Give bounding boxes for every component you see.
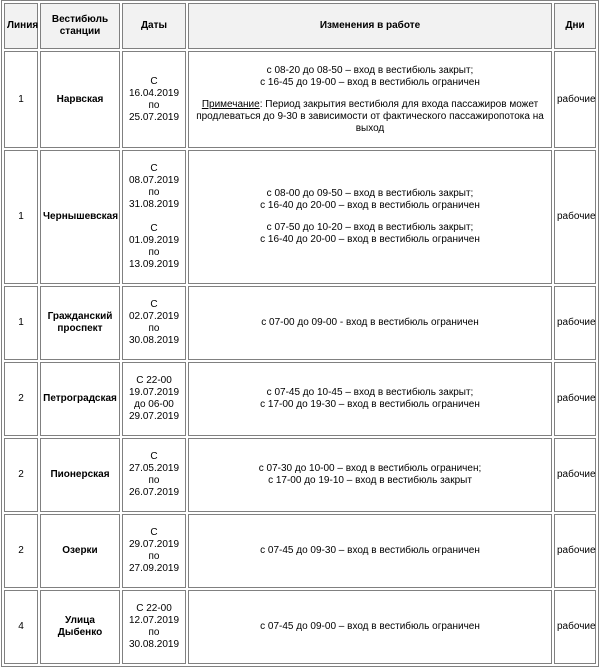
change-block [191, 621, 549, 633]
date-line: 16.04.2019 [128, 87, 180, 99]
station-cell: Нарвская [40, 51, 120, 148]
line-cell: 1 [4, 150, 38, 284]
date-line: 25.07.2019 [128, 111, 180, 123]
date-line: по [148, 323, 160, 334]
header-row [4, 3, 596, 49]
date-line: С [150, 223, 158, 234]
changes-cell [188, 51, 552, 148]
date-line: 13.09.2019 [128, 259, 180, 270]
days-cell: рабочие [554, 51, 596, 148]
note [191, 99, 549, 135]
dates-cell [122, 438, 186, 512]
table-row [4, 51, 596, 148]
date-line: 19.07.2019 [128, 387, 180, 398]
change-block [191, 545, 549, 557]
changes-cell [188, 150, 552, 284]
date-line: С [150, 527, 158, 538]
change-line: с 17-00 до 19-30 – вход в вестибюль ограничен [260, 399, 480, 410]
change-block [191, 317, 549, 329]
station-cell: Чернышевская [40, 150, 120, 284]
changes-cell [188, 514, 552, 588]
date-line: С 22-00 [136, 603, 172, 614]
schedule-table [1, 0, 599, 667]
date-line: 31.08.2019 [128, 199, 180, 210]
change-line: с 17-00 до 19-10 – вход в вестибюль закрыт [268, 475, 472, 486]
days-cell: рабочие [554, 362, 596, 436]
date-line: по [148, 187, 160, 198]
header-dates: Даты [122, 3, 186, 49]
line-cell: 1 [4, 286, 38, 360]
days-cell: рабочие [554, 514, 596, 588]
change-block [191, 188, 549, 212]
date-line: 29.07.2019 [128, 539, 180, 550]
table-row [4, 514, 596, 588]
line-cell: 1 [4, 51, 38, 148]
change-block [191, 387, 549, 411]
change-line: с 07-45 до 10-45 – вход в вестибюль закрыт; [266, 387, 474, 398]
change-block [191, 65, 549, 89]
date-line: 29.07.2019 [128, 411, 180, 422]
table-row [4, 150, 596, 284]
dates-cell [122, 590, 186, 664]
station-cell: Петроградская [40, 362, 120, 436]
changes-cell [188, 438, 552, 512]
dates-cell [122, 150, 186, 284]
days-cell: рабочие [554, 286, 596, 360]
dates-cell [122, 514, 186, 588]
date-line: 27.05.2019 [128, 463, 180, 474]
date-line: по [148, 247, 160, 258]
date-line: 02.07.2019 [128, 311, 180, 322]
date-line: 12.07.2019 [128, 615, 180, 626]
change-line: с 07-00 до 09-00 - вход в вестибюль ограничен [261, 317, 479, 328]
date-line: до 06-00 [134, 399, 174, 410]
change-line: с 07-50 до 10-20 – вход в вестибюль закрыт; [266, 222, 474, 233]
date-line: С [150, 451, 158, 462]
date-line: 30.08.2019 [128, 335, 180, 346]
table-row [4, 438, 596, 512]
station-cell: Озерки [40, 514, 120, 588]
date-line: 01.09.2019 [128, 235, 180, 246]
change-line: с 08-20 до 08-50 – вход в вестибюль закрыт; [266, 64, 474, 76]
table-row [4, 362, 596, 436]
note-text: : Период закрытия вестибюля для входа пассажиров может продлеваться до 9-30 в зависимости от фактического пассажиропотока на выход [196, 98, 544, 134]
table-row [4, 286, 596, 360]
change-block [191, 222, 549, 246]
station-cell: Улица Дыбенко [40, 590, 120, 664]
date-line: 27.09.2019 [128, 563, 180, 574]
change-line: с 07-30 до 10-00 – вход в вестибюль ограничен; [258, 463, 482, 474]
date-line: 08.07.2019 [128, 175, 180, 186]
dates-cell [122, 286, 186, 360]
station-cell: Пионерская [40, 438, 120, 512]
table-row [4, 590, 596, 664]
date-line: по [148, 551, 160, 562]
change-line: с 16-40 до 20-00 – вход в вестибюль ограничен [260, 200, 480, 211]
date-line: по [148, 99, 160, 111]
change-line: с 07-45 до 09-30 – вход в вестибюль ограничен [260, 545, 480, 556]
change-block [191, 463, 549, 487]
changes-cell [188, 362, 552, 436]
changes-cell [188, 286, 552, 360]
date-line: С [150, 299, 158, 310]
change-line: с 07-45 до 09-00 – вход в вестибюль ограничен [260, 621, 480, 632]
change-line: с 16-40 до 20-00 – вход в вестибюль ограничен [260, 234, 480, 245]
header-vestibule: Вестибюль станции [40, 3, 120, 49]
date-line: по [148, 475, 160, 486]
change-line: с 16-45 до 19-00 – вход в вестибюль ограничен [260, 76, 480, 88]
days-cell: рабочие [554, 590, 596, 664]
line-cell: 4 [4, 590, 38, 664]
date-line: 26.07.2019 [128, 487, 180, 498]
date-line: по [148, 627, 160, 638]
changes-cell [188, 590, 552, 664]
line-cell: 2 [4, 514, 38, 588]
date-line: С 22-00 [136, 375, 172, 386]
dates-cell [122, 362, 186, 436]
header-line: Линия [4, 3, 38, 49]
dates-cell [122, 51, 186, 148]
date-line: 30.08.2019 [128, 639, 180, 650]
note-label: Примечание [201, 98, 260, 110]
days-cell: рабочие [554, 150, 596, 284]
line-cell: 2 [4, 362, 38, 436]
change-line: с 08-00 до 09-50 – вход в вестибюль закрыт; [266, 188, 474, 199]
header-days: Дни [554, 3, 596, 49]
header-changes: Изменения в работе [188, 3, 552, 49]
station-cell: Гражданский проспект [40, 286, 120, 360]
date-line: С [150, 163, 158, 174]
days-cell: рабочие [554, 438, 596, 512]
date-line: С [150, 75, 158, 87]
line-cell: 2 [4, 438, 38, 512]
